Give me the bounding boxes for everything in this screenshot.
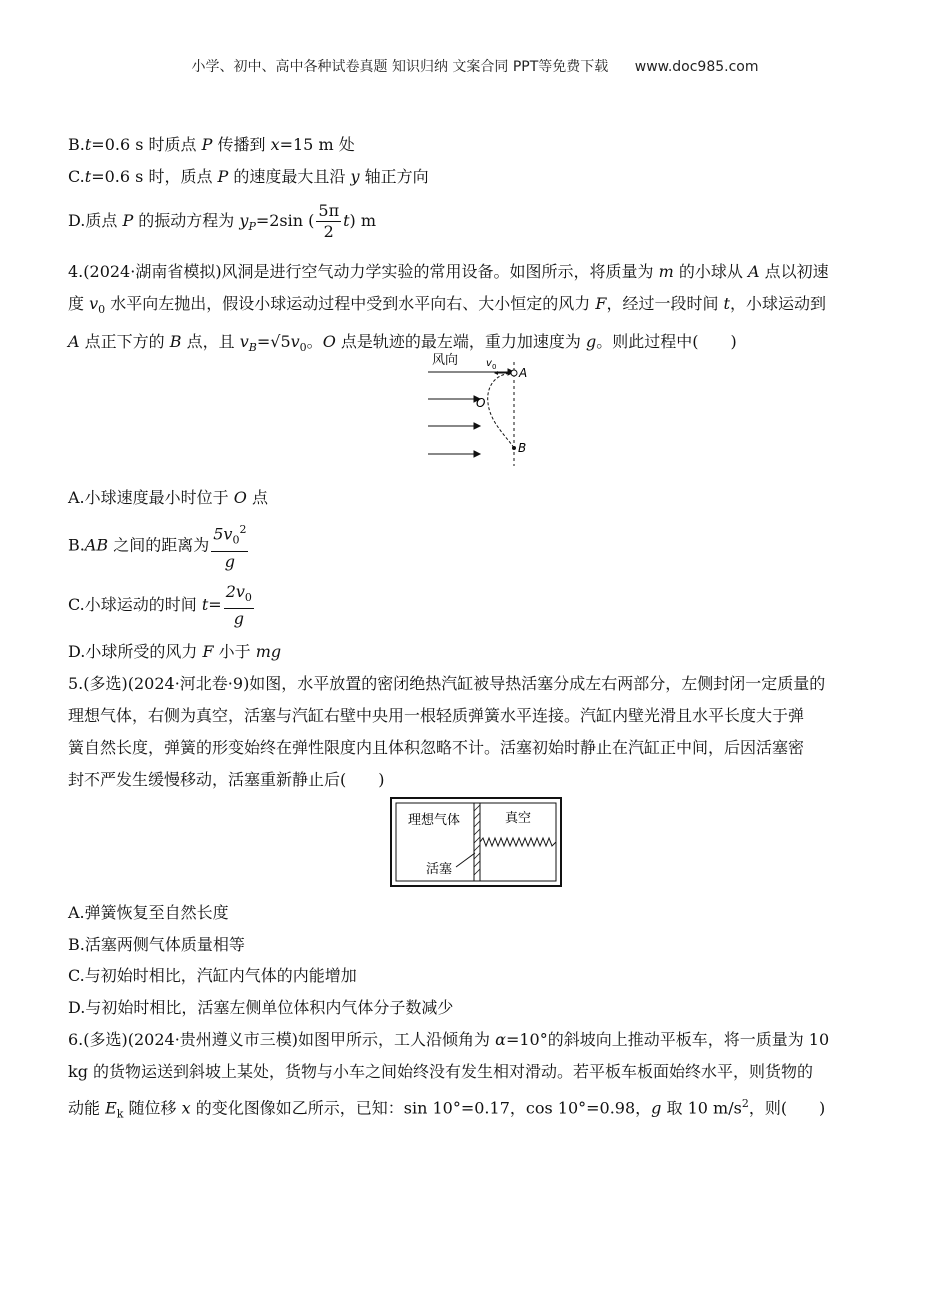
q4-option-a: A.小球速度最小时位于 O 点 (68, 488, 268, 507)
wind-arrows (428, 369, 514, 457)
q6-stem-line-1: 6.(多选)(2024·贵州遵义市三模)如图甲所示，工人沿倾角为 α=10°的斜坡向上推动平板车，将一质量为 10 (68, 1030, 830, 1049)
q4-option-b: B.AB 之间的距离为 $\frac{5v_0^2}{g}$ (68, 520, 250, 572)
header-title: 小学、初中、高中各种试卷真题 知识归纳 文案合同 PPT等免费下载 (191, 59, 609, 75)
q3-option-d: D.质点 P 的振动方程为 $y_P=2\sin$ ( $\frac{5\pi}{2}$ t) m (68, 201, 377, 241)
wind-tunnel-figure (424, 348, 544, 468)
q6-stem (68, 1024, 882, 1131)
q5-option-c: C.与初始时相比，汽缸内气体的内能增加 (68, 966, 357, 985)
q5-stem-line-1: 5.(多选)(2024·河北卷·9)如图，水平放置的密闭绝热汽缸被导热活塞分成左右两部分，左侧封闭一定质量的 (68, 674, 826, 693)
q4-stem-line-1: 4.(2024·湖南省模拟)风洞是进行空气动力学实验的常用设备。如图所示，将质量为 m 的小球从 A 点以初速 (68, 262, 829, 281)
wind-arrow-head (474, 451, 480, 457)
q4-stem-line-3: A 点正下方的 B 点，且 $v_B=√5v_0$。O 点是轨迹的最左端，重力加速度为 g。则此过程中( ) (68, 332, 737, 355)
q5-stem (68, 668, 882, 796)
point-a-ball (511, 370, 517, 376)
fraction-5pi-over-2: $\frac{5\pi}{2}$ (318, 201, 340, 241)
q5-option-a: A.弹簧恢复至自然长度 (68, 903, 229, 922)
q4-stem-line-2: 度 $v_0$ 水平向左抛出，假设小球运动过程中受到水平向右、大小恒定的风力 F，经过一段时间 t，小球运动到 (68, 294, 826, 317)
cylinder-figure (390, 797, 562, 887)
q4-option-d: D.小球所受的风力 F 小于 mg (68, 642, 282, 661)
q6-stem-line-3: 动能 $E_k$ 随位移 x 的变化图像如乙所示，已知：sin 10°=0.17，cos 10°=0.98，g 取 10 $m/s^2$，则( ) (68, 1097, 826, 1121)
point-o-label: O (476, 396, 486, 410)
q4-option-c: C.小球运动的时间 t= $\frac{2v_0}{g}$ (68, 582, 252, 629)
wind-direction-label: 风向 (432, 353, 459, 368)
q5-stem-line-2: 理想气体，右侧为真空，活塞与汽缸右壁中央用一根轻质弹簧水平连接。汽缸内壁光滑且水平长度大于弹 (68, 706, 805, 725)
piston-label: 活塞 (426, 862, 453, 877)
q3-option-b: B.t=0.6 s 时质点 P 传播到 x=15 m 处 (68, 135, 355, 154)
fraction-2v0-over-g: $\frac{2v_0}{g}$ (225, 582, 252, 629)
point-b-dot (512, 446, 516, 450)
wind-arrow-head (474, 423, 480, 429)
point-b-label: B (518, 441, 527, 455)
piston-label-leader (456, 853, 475, 867)
q3-option-c: C.t=0.6 s 时，质点 P 的速度最大且沿 y 轴正方向 (68, 167, 429, 186)
trajectory-curve (488, 373, 514, 448)
q5-stem-line-4: 封不严发生缓慢移动，活塞重新静止后( ) (68, 770, 385, 789)
v0-label-sub: 0 (492, 363, 497, 371)
v0-label: v (486, 358, 492, 369)
vacuum-label: 真空 (505, 811, 532, 826)
page-header (0, 56, 950, 76)
gas-label: 理想气体 (408, 813, 461, 828)
fraction-5v0sq-over-g: $\frac{5v_0^2}{g}$ (211, 520, 248, 572)
header-site-link[interactable]: www.doc985.com (634, 59, 759, 75)
q5-option-d: D.与初始时相比，活塞左侧单位体积内气体分子数减少 (68, 998, 454, 1017)
q6-stem-line-2: kg 的货物运送到斜坡上某处，货物与小车之间始终没有发生相对滑动。若平板车板面始终水平，则货物的 (68, 1062, 814, 1081)
q5-stem-line-3: 簧自然长度，弹簧的形变始终在弹性限度内且体积忽略不计。活塞初始时静止在汽缸正中间，后因活塞密 (68, 738, 805, 757)
spring (480, 838, 556, 846)
point-a-label: A (519, 366, 528, 380)
q5-option-b: B.活塞两侧气体质量相等 (68, 935, 245, 954)
